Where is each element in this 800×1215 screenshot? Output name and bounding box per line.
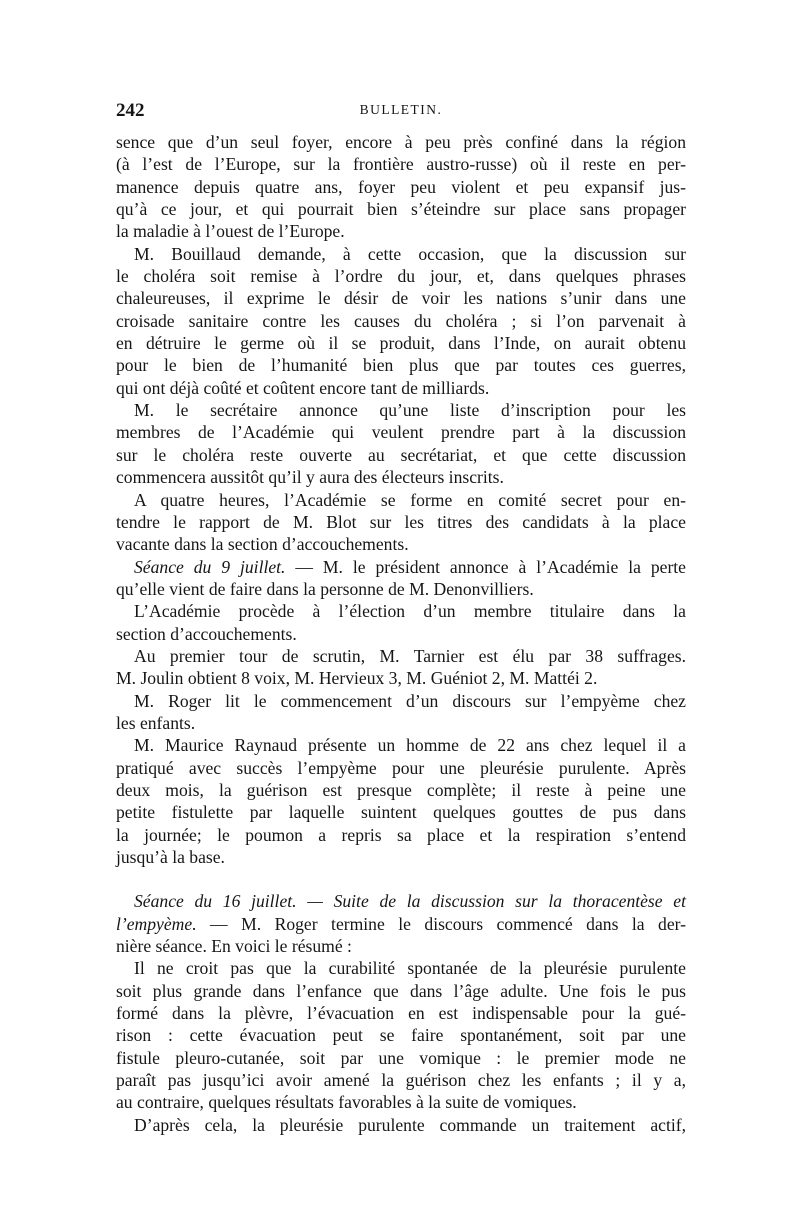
text-fragment: — M. le président annonce à l’Académie la perte xyxy=(285,556,686,577)
session-heading: l’empyème. xyxy=(116,913,197,934)
text-line: sence que d’un seul foyer, encore à peu près confiné dans la région xyxy=(116,132,686,152)
section-gap xyxy=(116,868,686,890)
text-line: membres de l’Académie qui veulent prendre part à la discussion xyxy=(116,422,686,443)
text-line: fistule pleuro-cutanée, soit par une vomique : le premier mode ne xyxy=(116,1047,686,1068)
text-line: vacante dans la section d’accouchements. xyxy=(116,534,409,555)
text-line: petite fistulette par laquelle suintent quelques gouttes de pus dans xyxy=(116,802,686,823)
text-line: qu’à ce jour, et qui pourrait bien s’éteindre sur place sans propager xyxy=(116,199,686,220)
session-line xyxy=(116,556,686,578)
body-text xyxy=(116,131,686,1136)
text-line: A quatre heures, l’Académie se forme en comité secret pour en- xyxy=(134,489,686,510)
text-line: au contraire, quelques résultats favorables à la suite de vomiques. xyxy=(116,1092,577,1113)
text-line: la maladie à l’ouest de l’Europe. xyxy=(116,221,345,242)
text-line: M. Maurice Raynaud présente un homme de 22 ans chez lequel il a xyxy=(134,735,686,756)
text-line: qu’elle vient de faire dans la personne de M. Denonvilliers. xyxy=(116,578,534,599)
text-line: commencera aussitôt qu’il y aura des électeurs inscrits. xyxy=(116,467,504,488)
text-line: paraît pas jusqu’ici avoir amené la guérison chez les enfants ; il y a, xyxy=(116,1070,686,1091)
text-line: jusqu’à la base. xyxy=(116,847,225,867)
text-fragment: — M. Roger termine le discours commencé dans la der- xyxy=(196,913,686,934)
text-line: chaleureuses, il exprime le désir de voir les nations s’unir dans une xyxy=(116,288,686,309)
text-line: manence depuis quatre ans, foyer peu violent et peu expansif jus- xyxy=(116,176,686,197)
text-line: soit plus grande dans l’enfance que dans l’âge adulte. Une fois le pus xyxy=(116,980,686,1001)
text-line: (à l’est de l’Europe, sur la frontière austro-russe) où il reste en per- xyxy=(116,154,686,175)
session-line xyxy=(116,913,686,935)
text-line: la journée; le poumon a repris sa place et la respiration s’entend xyxy=(116,824,686,845)
text-line: tendre le rapport de M. Blot sur les titres des candidats à la place xyxy=(116,511,686,532)
text-line: M. Roger lit le commencement d’un discours sur l’empyème chez xyxy=(134,690,686,711)
text-line: pratiqué avec succès l’empyème pour une pleurésie purulente. Après xyxy=(116,757,686,778)
text-line: Il ne croit pas que la curabilité spontanée de la pleurésie purulente xyxy=(134,958,686,979)
text-line: M. Bouillaud demande, à cette occasion, que la discussion sur xyxy=(134,243,686,264)
text-line: D’après cela, la pleurésie purulente commande un traitement actif, xyxy=(134,1114,686,1135)
text-line: formé dans la plèvre, l’évacuation en est indispensable pour la gué- xyxy=(116,1003,686,1024)
session-heading-line xyxy=(116,890,686,912)
text-line: section d’accouchements. xyxy=(116,623,297,644)
text-line: L’Académie procède à l’élection d’un membre titulaire dans la xyxy=(134,601,686,622)
text-line: les enfants. xyxy=(116,712,196,733)
text-line: deux mois, la guérison est presque complète; il reste à peine une xyxy=(116,779,686,800)
session-heading: Séance du 16 juillet. — Suite de la discussion sur la thoracentèse et xyxy=(134,891,686,912)
text-line: nière séance. En voici le résumé : xyxy=(116,936,352,957)
page-header xyxy=(116,100,686,124)
text-line: pour le bien de l’humanité bien plus que par toutes ces guerres, xyxy=(116,355,686,376)
text-line: M. le secrétaire annonce qu’une liste d’inscription pour les xyxy=(134,400,686,421)
text-line: le choléra soit remise à l’ordre du jour, et, dans quelques phrases xyxy=(116,266,686,287)
page-number: 242 xyxy=(116,100,145,121)
session-heading: Séance du 9 juillet. xyxy=(134,556,286,577)
running-title: BULLETIN. xyxy=(359,102,443,117)
text-line: rison : cette évacuation peut se faire spontanément, soit par une xyxy=(116,1025,686,1046)
text-line: sur le choléra reste ouverte au secrétariat, et que cette discussion xyxy=(116,444,686,465)
text-line: M. Joulin obtient 8 voix, M. Hervieux 3, M. Guéniot 2, M. Mattéi 2. xyxy=(116,668,598,689)
text-line: Au premier tour de scrutin, M. Tarnier est élu par 38 suffrages. xyxy=(134,645,686,666)
text-line: en détruire le germe où il se produit, dans l’Inde, on aurait obtenu xyxy=(116,333,686,354)
text-line: croisade sanitaire contre les causes du choléra ; si l’on parvenait à xyxy=(116,310,686,331)
text-line: qui ont déjà coûté et coûtent encore tant de milliards. xyxy=(116,377,490,398)
